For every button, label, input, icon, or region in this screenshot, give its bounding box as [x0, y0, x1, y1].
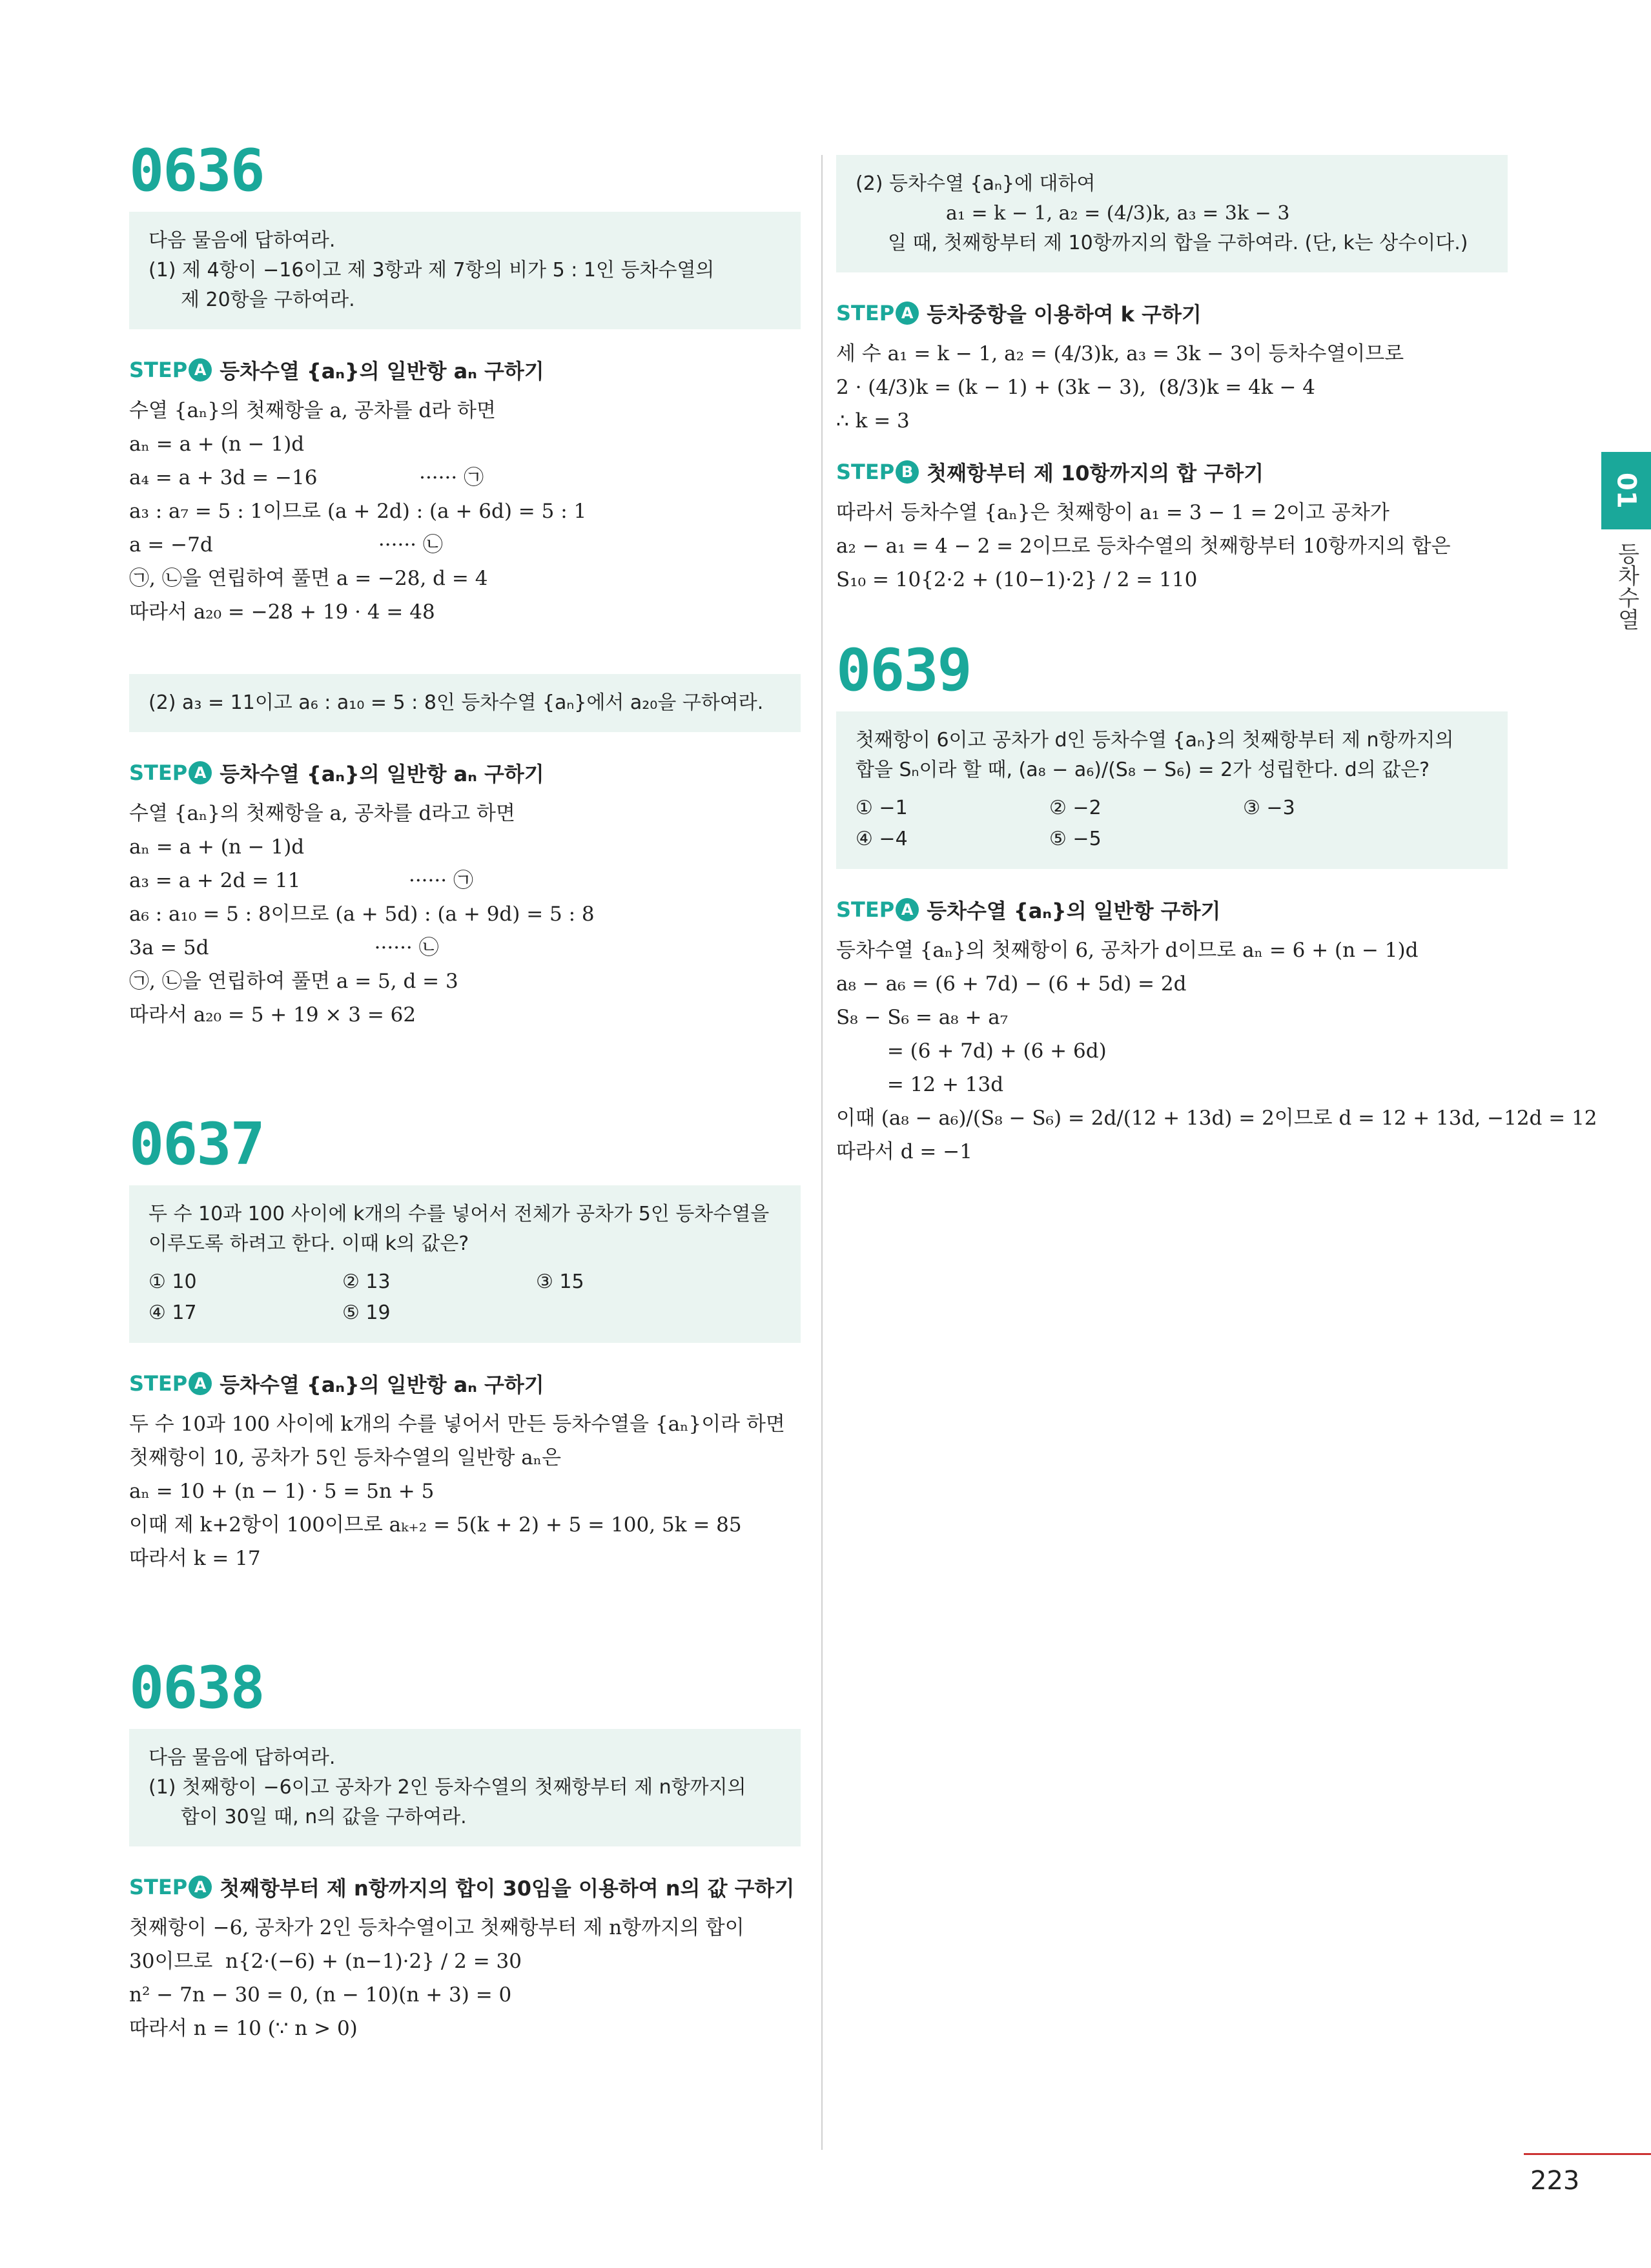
- choice: ① 10: [149, 1271, 197, 1293]
- question-box-0639: [836, 711, 1508, 869]
- solution-line: 세 수 a₁ = k − 1, a₂ = (4/3)k, a₃ = 3k − 3이 등차수열이므로: [836, 342, 1404, 365]
- choice: ① −1: [856, 797, 908, 819]
- question-text: (2) a₃ = 11이고 a₆ : a₁₀ = 5 : 8인 등차수열 {aₙ}에서 a₂₀을 구하여라.: [149, 691, 764, 714]
- question-text: 두 수 10과 100 사이에 k개의 수를 넣어서 전체가 공차가 5인 등차수열을: [149, 1203, 770, 1225]
- question-box-0636-1: [129, 212, 801, 329]
- solution-line: 첫째항이 −6, 공차가 2인 등차수열이고 첫째항부터 제 n항까지의 합이: [129, 1916, 744, 1939]
- choice: ② −2: [1049, 797, 1102, 819]
- step-badge: A: [896, 898, 919, 921]
- column-divider: [821, 155, 823, 2150]
- question-text: 첫째항이 6이고 공차가 d인 등차수열 {aₙ}의 첫째항부터 제 n항까지의: [856, 729, 1454, 751]
- choice: ② 13: [342, 1271, 391, 1293]
- solution-line: 첫째항이 10, 공차가 5인 등차수열의 일반항 aₙ은: [129, 1446, 562, 1469]
- solution-line: 따라서 등차수열 {aₙ}은 첫째항이 a₁ = 3 − 1 = 2이고 공차가: [836, 501, 1390, 524]
- problem-number-0639: 0639: [836, 637, 971, 704]
- step-badge: A: [189, 761, 212, 784]
- solution-line: 2 · (4/3)k = (k − 1) + (3k − 3), (8/3)k = 4k − 4: [836, 376, 1316, 399]
- solution-line: 수열 {aₙ}의 첫째항을 a, 공차를 d라 하면: [129, 399, 496, 422]
- question-text: 이루도록 하려고 한다. 이때 k의 값은?: [149, 1232, 469, 1255]
- question-text: (1) 첫째항이 −6이고 공차가 2인 등차수열의 첫째항부터 제 n항까지의: [149, 1776, 746, 1799]
- step-heading: STEP A 등차중항을 이용하여 k 구하기: [836, 298, 1508, 328]
- question-text: 합이 30일 때, n의 값을 구하여라.: [181, 1806, 467, 1828]
- problem-number-0637: 0637: [129, 1110, 264, 1178]
- right-column: [836, 155, 1597, 1169]
- question-text: (1) 제 4항이 −16이고 제 3항과 제 7항의 비가 5 : 1인 등차수열의: [149, 259, 715, 281]
- step-heading: STEP A 등차수열 {aₙ}의 일반항 aₙ 구하기: [129, 758, 801, 788]
- question-text: 합을 Sₙ이라 할 때, (a₈ − a₆)/(S₈ − S₆) = 2가 성립한다. d의 값은?: [856, 759, 1430, 781]
- solution-line: ㉠, ㉡을 연립하여 풀면 a = −28, d = 4: [129, 567, 488, 590]
- choice: ⑤ 19: [342, 1302, 391, 1324]
- solution-line: aₙ = 10 + (n − 1) · 5 = 5n + 5: [129, 1480, 435, 1503]
- question-text: 제 20항을 구하여라.: [181, 289, 355, 311]
- solution-line: 따라서 a₂₀ = 5 + 19 × 3 = 62: [129, 1003, 416, 1027]
- question-text: a₁ = k − 1, a₂ = (4/3)k, a₃ = 3k − 3: [946, 202, 1290, 225]
- problem-number-0638: 0638: [129, 1654, 264, 1722]
- step-heading: STEP A 첫째항부터 제 n항까지의 합이 30임을 이용하여 n의 값 구하기: [129, 1872, 801, 1902]
- solution-line: = (6 + 7d) + (6 + 6d): [836, 1039, 1107, 1063]
- solution-line: a₂ − a₁ = 4 − 2 = 2이므로 등차수열의 첫째항부터 10항까지의 합은: [836, 535, 1451, 558]
- question-text: 일 때, 첫째항부터 제 10항까지의 합을 구하여라. (단, k는 상수이다.): [888, 232, 1468, 254]
- question-box-0637: [129, 1185, 801, 1343]
- step-title: 등차수열 {aₙ}의 일반항 aₙ 구하기: [220, 1373, 544, 1397]
- step-heading: STEP B 첫째항부터 제 10항까지의 합 구하기: [836, 457, 1508, 487]
- solution-line: 3a = 5d ······ ㉡: [129, 936, 439, 959]
- step-title: 첫째항부터 제 n항까지의 합이 30임을 이용하여 n의 값 구하기: [220, 1876, 795, 1901]
- step-heading: STEP A 등차수열 {aₙ}의 일반항 aₙ 구하기: [129, 355, 801, 385]
- solution-line: a = −7d ······ ㉡: [129, 533, 443, 557]
- step-heading: STEP A 등차수열 {aₙ}의 일반항 aₙ 구하기: [129, 1369, 801, 1398]
- step-badge: B: [896, 460, 919, 484]
- solution-line: 따라서 k = 17: [129, 1547, 261, 1570]
- step-title: 등차수열 {aₙ}의 일반항 aₙ 구하기: [220, 359, 544, 383]
- solution-line: 따라서 d = −1: [836, 1140, 972, 1163]
- step-heading: STEP A 등차수열 {aₙ}의 일반항 구하기: [836, 895, 1508, 925]
- question-box-0636-2: [129, 674, 801, 732]
- solution-line: ㉠, ㉡을 연립하여 풀면 a = 5, d = 3: [129, 970, 458, 993]
- step-title: 등차수열 {aₙ}의 일반항 구하기: [927, 899, 1221, 923]
- solution-line: ∴ k = 3: [836, 409, 910, 433]
- question-box-0638-1: [129, 1729, 801, 1846]
- solution-line: aₙ = a + (n − 1)d: [129, 835, 305, 859]
- step-badge: A: [189, 358, 212, 382]
- answer-choices: [856, 793, 1488, 855]
- solution-line: a₈ − a₆ = (6 + 7d) − (6 + 5d) = 2d: [836, 972, 1187, 996]
- solution-line: 수열 {aₙ}의 첫째항을 a, 공차를 d라고 하면: [129, 802, 515, 825]
- solution-line: a₃ : a₇ = 5 : 1이므로 (a + 2d) : (a + 6d) = 5 : 1: [129, 500, 587, 523]
- solution-line: a₃ = a + 2d = 11 ······ ㉠: [129, 869, 473, 892]
- choice: ⑤ −5: [1049, 828, 1102, 850]
- chapter-title: 등차수열: [1614, 542, 1639, 630]
- step-badge: A: [189, 1372, 212, 1395]
- choice: ④ −4: [856, 828, 908, 850]
- solution-line: 두 수 10과 100 사이에 k개의 수를 넣어서 만든 등차수열을 {aₙ}이라 하면: [129, 1413, 785, 1436]
- step-title: 등차수열 {aₙ}의 일반항 aₙ 구하기: [220, 762, 544, 786]
- choice: ④ 17: [149, 1302, 197, 1324]
- choice: ③ 15: [536, 1271, 584, 1293]
- question-box-0638-2: [836, 155, 1508, 272]
- step-badge: A: [189, 1875, 212, 1899]
- solution-line: a₆ : a₁₀ = 5 : 8이므로 (a + 5d) : (a + 9d) = 5 : 8: [129, 903, 595, 926]
- solution-line: = 12 + 13d: [836, 1073, 1004, 1096]
- solution-line: 이때 제 k+2항이 100이므로 aₖ₊₂ = 5(k + 2) + 5 = 100, 5k = 85: [129, 1513, 742, 1537]
- step-title: 등차중항을 이용하여 k 구하기: [927, 302, 1202, 327]
- solution-line: 따라서 a₂₀ = −28 + 19 · 4 = 48: [129, 600, 435, 624]
- question-intro: 다음 물음에 답하여라.: [149, 1746, 336, 1769]
- solution-line: 이때 (a₈ − a₆)/(S₈ − S₆) = 2d/(12 + 13d) = 2이므로 d = 12 + 13d, −12d = 12: [836, 1107, 1597, 1130]
- footer-rule: [1524, 2153, 1651, 2155]
- page-number: 223: [1530, 2166, 1580, 2196]
- solution-line: S₈ − S₆ = a₈ + a₇: [836, 1006, 1009, 1029]
- solution-line: n² − 7n − 30 = 0, (n − 10)(n + 3) = 0: [129, 1983, 512, 2007]
- solution-line: 등차수열 {aₙ}의 첫째항이 6, 공차가 d이므로 aₙ = 6 + (n − 1)d: [836, 939, 1419, 962]
- step-badge: A: [896, 301, 919, 325]
- choice: ③ −3: [1243, 797, 1295, 819]
- question-text: (2) 등차수열 {aₙ}에 대하여: [856, 172, 1096, 195]
- step-title: 첫째항부터 제 10항까지의 합 구하기: [927, 461, 1264, 485]
- solution-line: 30이므로 n{2·(−6) + (n−1)·2} / 2 = 30: [129, 1950, 522, 1973]
- question-intro: 다음 물음에 답하여라.: [149, 229, 336, 252]
- solution-line: S₁₀ = 10{2·2 + (10−1)·2} / 2 = 110: [836, 568, 1198, 591]
- left-column: [129, 137, 801, 2045]
- solution-line: aₙ = a + (n − 1)d: [129, 433, 305, 456]
- solution-line: a₄ = a + 3d = −16 ······ ㉠: [129, 466, 484, 489]
- solution-line: 따라서 n = 10 (∵ n > 0): [129, 2017, 358, 2040]
- answer-choices: [149, 1267, 781, 1329]
- chapter-tab: 01: [1601, 452, 1651, 529]
- problem-number-0636: 0636: [129, 137, 264, 205]
